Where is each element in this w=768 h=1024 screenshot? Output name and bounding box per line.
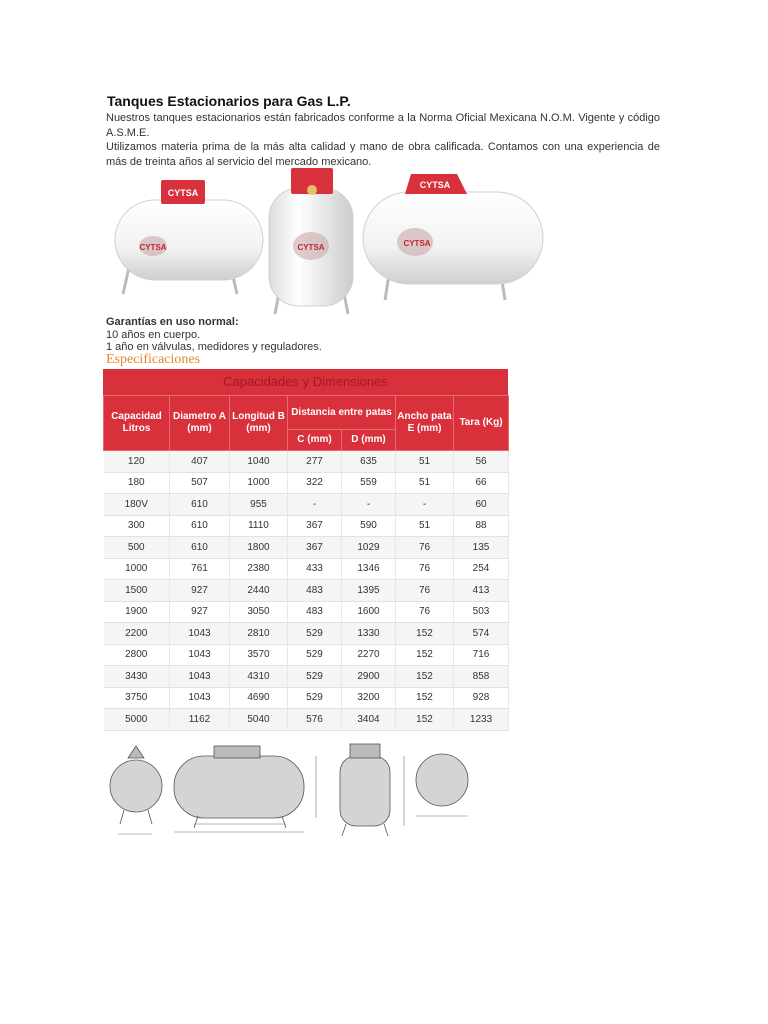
table-cell: 559 [342, 472, 396, 494]
table-cell: 76 [396, 601, 454, 623]
table-cell: 66 [454, 472, 509, 494]
table-cell: 1500 [104, 580, 170, 602]
table-cell: 60 [454, 494, 509, 516]
table-cell: 76 [396, 537, 454, 559]
table-row [104, 472, 509, 494]
table-cell: 254 [454, 558, 509, 580]
table-cell: 1000 [230, 472, 288, 494]
table-cell: 2270 [342, 644, 396, 666]
table-cell: 1395 [342, 580, 396, 602]
table-row [104, 666, 509, 688]
table-cell: 590 [342, 515, 396, 537]
table-cell: 1043 [170, 623, 230, 645]
logo-text: CYTSA [419, 180, 451, 190]
tanks-photo [105, 168, 545, 316]
header-distancia: Distancia entre patas [288, 396, 396, 430]
table-cell: 1043 [170, 666, 230, 688]
table-cell: 152 [396, 687, 454, 709]
guarantee-item: 1 año en válvulas, medidores y reguladores. [106, 341, 322, 353]
table-caption: Capacidades y Dimensiones [103, 369, 508, 395]
table-cell: 761 [170, 558, 230, 580]
table-cell: 88 [454, 515, 509, 537]
logo-text: CYTSA [403, 239, 431, 248]
table-cell: 277 [288, 451, 342, 473]
table-cell: 576 [288, 709, 342, 731]
table-cell: 858 [454, 666, 509, 688]
table-cell: 407 [170, 451, 230, 473]
table-cell: 928 [454, 687, 509, 709]
horizontal-tank-small [115, 180, 263, 294]
vertical-tank [269, 168, 353, 314]
table-cell: 927 [170, 580, 230, 602]
table-cell: 2380 [230, 558, 288, 580]
table-cell: 2440 [230, 580, 288, 602]
table-cell: 2200 [104, 623, 170, 645]
specs-table [103, 395, 509, 731]
table-row [104, 709, 509, 731]
table-cell: 3430 [104, 666, 170, 688]
table-row [104, 558, 509, 580]
table-row [104, 687, 509, 709]
table-row [104, 601, 509, 623]
table-cell: 5000 [104, 709, 170, 731]
table-row [104, 451, 509, 473]
intro-paragraph: Nuestros tanques estacionarios están fabricados conforme a la Norma Oficial Mexicana N.O.M. Vigente y código A.S.M.E. [106, 112, 660, 139]
table-cell: 152 [396, 666, 454, 688]
table-cell: 3200 [342, 687, 396, 709]
specs-heading: Especificaciones [106, 352, 201, 367]
table-cell: 574 [454, 623, 509, 645]
table-cell: 483 [288, 601, 342, 623]
table-cell: 529 [288, 623, 342, 645]
table-cell: 76 [396, 558, 454, 580]
table-cell: 5040 [230, 709, 288, 731]
logo-text: CYTSA [167, 188, 199, 198]
table-cell: 3050 [230, 601, 288, 623]
table-cell: 610 [170, 494, 230, 516]
table-cell: 367 [288, 515, 342, 537]
table-cell: 56 [454, 451, 509, 473]
table-cell: 610 [170, 515, 230, 537]
table-cell: 51 [396, 451, 454, 473]
table-cell: 120 [104, 451, 170, 473]
table-cell: 1040 [230, 451, 288, 473]
table-cell: 716 [454, 644, 509, 666]
guarantee-item: 10 años en cuerpo. [106, 328, 201, 341]
table-row [104, 494, 509, 516]
table-cell: 180V [104, 494, 170, 516]
specs-table-wrapper [103, 369, 508, 731]
table-cell: 507 [170, 472, 230, 494]
logo-text: CYTSA [139, 243, 167, 252]
table-row [104, 623, 509, 645]
table-cell: 610 [170, 537, 230, 559]
table-cell: - [342, 494, 396, 516]
table-cell: 51 [396, 515, 454, 537]
header-diametro: Diametro A (mm) [170, 396, 230, 451]
table-cell: 529 [288, 666, 342, 688]
table-cell: 3404 [342, 709, 396, 731]
table-cell: 4310 [230, 666, 288, 688]
header-longitud: Longitud B (mm) [230, 396, 288, 451]
table-cell: 2810 [230, 623, 288, 645]
table-cell: 635 [342, 451, 396, 473]
table-cell: 1110 [230, 515, 288, 537]
table-cell: 300 [104, 515, 170, 537]
table-cell: 529 [288, 687, 342, 709]
table-cell: 529 [288, 644, 342, 666]
table-cell: 413 [454, 580, 509, 602]
table-cell: 503 [454, 601, 509, 623]
table-cell: 152 [396, 623, 454, 645]
table-cell: 1162 [170, 709, 230, 731]
table-cell: 2800 [104, 644, 170, 666]
page-title: Tanques Estacionarios para Gas L.P. [107, 93, 351, 109]
table-row [104, 537, 509, 559]
table-row [104, 580, 509, 602]
header-d: D (mm) [342, 430, 396, 451]
table-cell: 152 [396, 644, 454, 666]
table-cell: 3570 [230, 644, 288, 666]
header-ancho: Ancho pata E (mm) [396, 396, 454, 451]
table-cell: 1600 [342, 601, 396, 623]
table-cell: 927 [170, 601, 230, 623]
table-cell: 2900 [342, 666, 396, 688]
table-cell: 1330 [342, 623, 396, 645]
table-cell: 1000 [104, 558, 170, 580]
table-cell: 76 [396, 580, 454, 602]
guarantees [106, 316, 322, 354]
table-cell: 51 [396, 472, 454, 494]
header-capacidad: Capacidad Litros [104, 396, 170, 451]
table-cell: 1900 [104, 601, 170, 623]
table-cell: 483 [288, 580, 342, 602]
table-row [104, 644, 509, 666]
logo-text: CYTSA [297, 243, 325, 252]
table-cell: 1233 [454, 709, 509, 731]
table-cell: - [396, 494, 454, 516]
header-tara: Tara (Kg) [454, 396, 509, 451]
table-cell: 1029 [342, 537, 396, 559]
table-cell: 180 [104, 472, 170, 494]
table-cell: 1800 [230, 537, 288, 559]
table-cell: 4690 [230, 687, 288, 709]
table-cell: 322 [288, 472, 342, 494]
table-cell: 367 [288, 537, 342, 559]
horizontal-tank-large [363, 174, 543, 300]
table-cell: 1346 [342, 558, 396, 580]
table-cell: 433 [288, 558, 342, 580]
table-cell: 152 [396, 709, 454, 731]
table-cell: 135 [454, 537, 509, 559]
table-cell: 3750 [104, 687, 170, 709]
header-c: C (mm) [288, 430, 342, 451]
table-cell: 500 [104, 537, 170, 559]
dimension-diagrams [106, 740, 476, 842]
guarantees-heading: Garantías en uso normal: [106, 316, 239, 328]
table-cell: - [288, 494, 342, 516]
quality-paragraph: Utilizamos materia prima de la más alta calidad y mano de obra calificada. Contamos con una experiencia de más de treinta años al servicio del mercado mexicano. [106, 141, 660, 168]
table-row [104, 515, 509, 537]
table-cell: 1043 [170, 644, 230, 666]
table-cell: 1043 [170, 687, 230, 709]
table-cell: 955 [230, 494, 288, 516]
